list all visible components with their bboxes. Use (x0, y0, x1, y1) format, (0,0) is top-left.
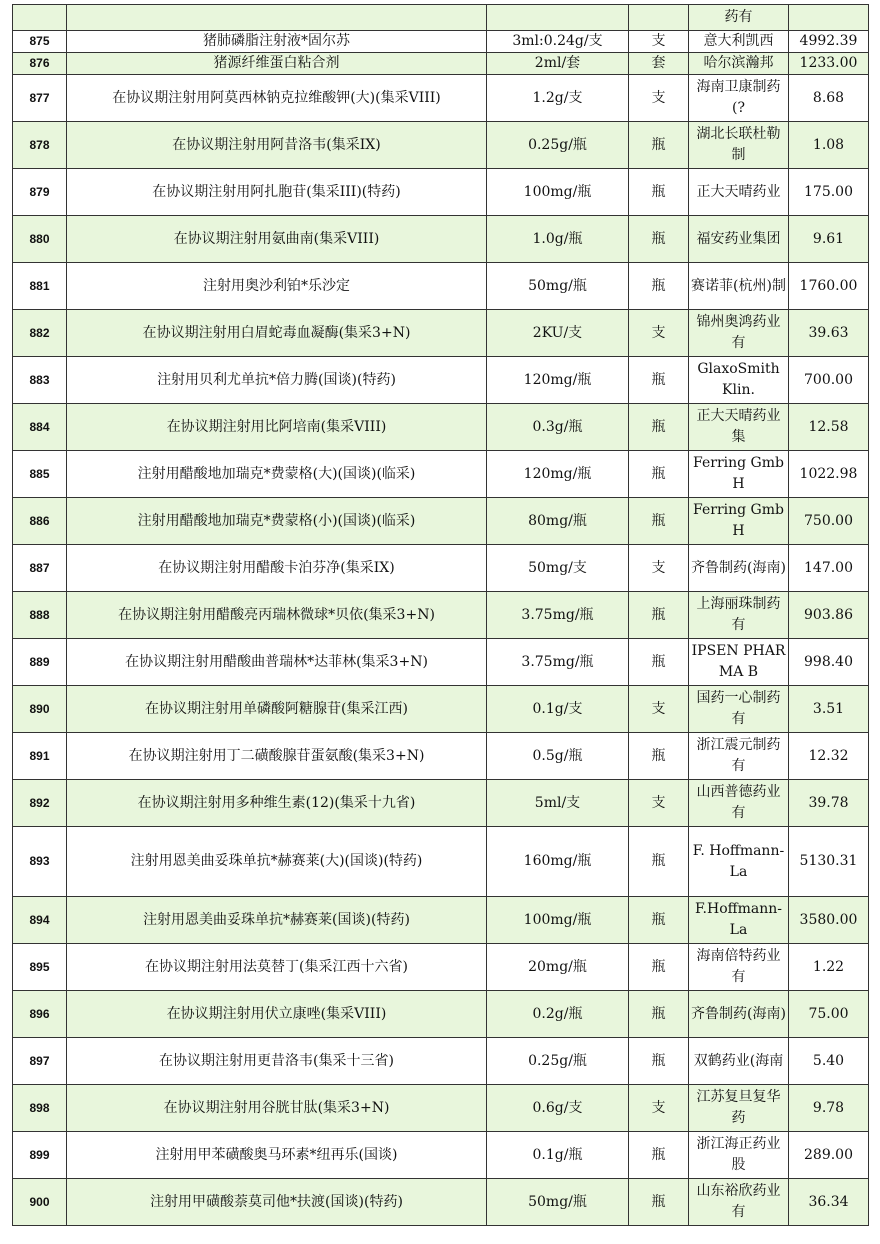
manufacturer-cell: 赛诺菲(杭州)制 (689, 263, 789, 310)
price-cell: 5.40 (789, 1038, 869, 1085)
spec-cell (487, 5, 629, 31)
spec-cell: 0.25g/瓶 (487, 1038, 629, 1085)
unit-cell: 瓶 (629, 1038, 689, 1085)
unit-cell: 瓶 (629, 897, 689, 944)
table-row (13, 310, 869, 357)
manufacturer-cell: F. Hoffmann-La (689, 827, 789, 897)
drug-name-cell: 猪源纤维蛋白粘合剂 (67, 53, 487, 75)
price-cell: 12.32 (789, 733, 869, 780)
row-number: 882 (13, 310, 67, 357)
manufacturer-cell: 齐鲁制药(海南) (689, 545, 789, 592)
unit-cell: 套 (629, 53, 689, 75)
price-cell: 3.51 (789, 686, 869, 733)
table-row (13, 31, 869, 53)
drug-name-cell: 在协议期注射用阿莫西林钠克拉维酸钾(大)(集采VIII) (67, 75, 487, 122)
unit-cell: 支 (629, 686, 689, 733)
row-number: 881 (13, 263, 67, 310)
drug-name-cell: 在协议期注射用白眉蛇毒血凝酶(集采3+N) (67, 310, 487, 357)
drug-name-cell: 在协议期注射用阿昔洛韦(集采IX) (67, 122, 487, 169)
table-row (13, 263, 869, 310)
price-cell: 8.68 (789, 75, 869, 122)
spec-cell: 0.1g/支 (487, 686, 629, 733)
row-number (13, 5, 67, 31)
spec-cell: 0.5g/瓶 (487, 733, 629, 780)
table-row (13, 639, 869, 686)
manufacturer-cell: 正大天晴药业 (689, 169, 789, 216)
spec-cell: 2ml/套 (487, 53, 629, 75)
price-cell: 1022.98 (789, 451, 869, 498)
drug-name-cell: 注射用醋酸地加瑞克*费蒙格(小)(国谈)(临采) (67, 498, 487, 545)
spec-cell: 120mg/瓶 (487, 451, 629, 498)
table-row (13, 991, 869, 1038)
price-cell: 998.40 (789, 639, 869, 686)
drug-name-cell: 注射用甲磺酸萘莫司他*扶渡(国谈)(特药) (67, 1179, 487, 1226)
unit-cell: 瓶 (629, 944, 689, 991)
table-row (13, 5, 869, 31)
unit-cell: 支 (629, 1085, 689, 1132)
row-number: 889 (13, 639, 67, 686)
row-number: 895 (13, 944, 67, 991)
drug-price-table (12, 4, 869, 1226)
spec-cell: 80mg/瓶 (487, 498, 629, 545)
manufacturer-cell: 锦州奥鸿药业有 (689, 310, 789, 357)
manufacturer-cell: 海南倍特药业有 (689, 944, 789, 991)
manufacturer-cell: 意大利凯西 (689, 31, 789, 53)
drug-name-cell: 在协议期注射用比阿培南(集采VIII) (67, 404, 487, 451)
price-cell: 1233.00 (789, 53, 869, 75)
unit-cell: 支 (629, 75, 689, 122)
table-row (13, 169, 869, 216)
spec-cell: 20mg/瓶 (487, 944, 629, 991)
table-row (13, 451, 869, 498)
unit-cell: 瓶 (629, 733, 689, 780)
price-cell: 5130.31 (789, 827, 869, 897)
table-row (13, 404, 869, 451)
table-row (13, 1085, 869, 1132)
table-row (13, 592, 869, 639)
spec-cell: 100mg/瓶 (487, 897, 629, 944)
manufacturer-cell: 山西普德药业有 (689, 780, 789, 827)
drug-name-cell: 在协议期注射用醋酸亮丙瑞林微球*贝依(集采3+N) (67, 592, 487, 639)
drug-name-cell: 注射用甲苯磺酸奥马环素*纽再乐(国谈) (67, 1132, 487, 1179)
table-row (13, 498, 869, 545)
unit-cell: 瓶 (629, 827, 689, 897)
spec-cell: 3.75mg/瓶 (487, 639, 629, 686)
row-number: 892 (13, 780, 67, 827)
table-row (13, 944, 869, 991)
table-row (13, 733, 869, 780)
unit-cell: 瓶 (629, 122, 689, 169)
drug-name-cell: 注射用恩美曲妥珠单抗*赫赛莱(大)(国谈)(特药) (67, 827, 487, 897)
row-number: 886 (13, 498, 67, 545)
row-number: 899 (13, 1132, 67, 1179)
spec-cell: 50mg/瓶 (487, 1179, 629, 1226)
row-number: 875 (13, 31, 67, 53)
spec-cell: 50mg/瓶 (487, 263, 629, 310)
price-cell: 3580.00 (789, 897, 869, 944)
price-cell: 39.63 (789, 310, 869, 357)
unit-cell: 支 (629, 545, 689, 592)
unit-cell: 瓶 (629, 451, 689, 498)
unit-cell: 瓶 (629, 592, 689, 639)
row-number: 898 (13, 1085, 67, 1132)
manufacturer-cell: 药有 (689, 5, 789, 31)
table-row (13, 827, 869, 897)
table-row (13, 1179, 869, 1226)
row-number: 893 (13, 827, 67, 897)
spec-cell: 160mg/瓶 (487, 827, 629, 897)
unit-cell: 瓶 (629, 404, 689, 451)
row-number: 887 (13, 545, 67, 592)
manufacturer-cell: 哈尔滨瀚邦 (689, 53, 789, 75)
spec-cell: 2KU/支 (487, 310, 629, 357)
row-number: 888 (13, 592, 67, 639)
unit-cell: 瓶 (629, 639, 689, 686)
spec-cell: 100mg/瓶 (487, 169, 629, 216)
price-cell: 36.34 (789, 1179, 869, 1226)
spec-cell: 3.75mg/瓶 (487, 592, 629, 639)
price-cell: 39.78 (789, 780, 869, 827)
price-cell: 4992.39 (789, 31, 869, 53)
unit-cell: 瓶 (629, 991, 689, 1038)
drug-name-cell (67, 5, 487, 31)
drug-name-cell: 在协议期注射用单磷酸阿糖腺苷(集采江西) (67, 686, 487, 733)
unit-cell (629, 5, 689, 31)
drug-name-cell: 在协议期注射用氨曲南(集采VIII) (67, 216, 487, 263)
drug-name-cell: 注射用醋酸地加瑞克*费蒙格(大)(国谈)(临采) (67, 451, 487, 498)
row-number: 900 (13, 1179, 67, 1226)
unit-cell: 瓶 (629, 498, 689, 545)
table-row (13, 686, 869, 733)
spec-cell: 0.6g/支 (487, 1085, 629, 1132)
manufacturer-cell: 浙江海正药业股 (689, 1132, 789, 1179)
table-row (13, 122, 869, 169)
row-number: 885 (13, 451, 67, 498)
price-cell (789, 5, 869, 31)
price-cell: 12.58 (789, 404, 869, 451)
spec-cell: 0.2g/瓶 (487, 991, 629, 1038)
manufacturer-cell: IPSEN PHARMA B (689, 639, 789, 686)
row-number: 883 (13, 357, 67, 404)
drug-name-cell: 注射用贝利尤单抗*倍力腾(国谈)(特药) (67, 357, 487, 404)
manufacturer-cell: GlaxoSmith Klin. (689, 357, 789, 404)
table-row (13, 545, 869, 592)
row-number: 894 (13, 897, 67, 944)
row-number: 877 (13, 75, 67, 122)
row-number: 890 (13, 686, 67, 733)
table-row (13, 357, 869, 404)
manufacturer-cell: 福安药业集团 (689, 216, 789, 263)
price-cell: 903.86 (789, 592, 869, 639)
manufacturer-cell: 上海丽珠制药有 (689, 592, 789, 639)
manufacturer-cell: 海南卫康制药(? (689, 75, 789, 122)
price-cell: 9.61 (789, 216, 869, 263)
price-cell: 1.22 (789, 944, 869, 991)
drug-name-cell: 在协议期注射用更昔洛韦(集采十三省) (67, 1038, 487, 1085)
price-cell: 1760.00 (789, 263, 869, 310)
table-row (13, 53, 869, 75)
row-number: 879 (13, 169, 67, 216)
row-number: 897 (13, 1038, 67, 1085)
row-number: 896 (13, 991, 67, 1038)
spec-cell: 1.2g/支 (487, 75, 629, 122)
table-row (13, 780, 869, 827)
table-body (13, 5, 869, 1226)
row-number: 880 (13, 216, 67, 263)
manufacturer-cell: 齐鲁制药(海南) (689, 991, 789, 1038)
spec-cell: 5ml/支 (487, 780, 629, 827)
price-cell: 750.00 (789, 498, 869, 545)
price-cell: 147.00 (789, 545, 869, 592)
unit-cell: 瓶 (629, 1132, 689, 1179)
drug-name-cell: 猪肺磷脂注射液*固尔苏 (67, 31, 487, 53)
table-row (13, 216, 869, 263)
manufacturer-cell: 正大天晴药业集 (689, 404, 789, 451)
price-cell: 75.00 (789, 991, 869, 1038)
table-row (13, 75, 869, 122)
drug-name-cell: 在协议期注射用醋酸曲普瑞林*达菲林(集采3+N) (67, 639, 487, 686)
manufacturer-cell: 山东裕欣药业有 (689, 1179, 789, 1226)
drug-name-cell: 在协议期注射用多种维生素(12)(集采十九省) (67, 780, 487, 827)
spec-cell: 3ml:0.24g/支 (487, 31, 629, 53)
unit-cell: 瓶 (629, 169, 689, 216)
manufacturer-cell: Ferring GmbH (689, 451, 789, 498)
unit-cell: 支 (629, 31, 689, 53)
row-number: 876 (13, 53, 67, 75)
drug-name-cell: 在协议期注射用谷胱甘肽(集采3+N) (67, 1085, 487, 1132)
price-cell: 9.78 (789, 1085, 869, 1132)
spec-cell: 0.25g/瓶 (487, 122, 629, 169)
spec-cell: 50mg/支 (487, 545, 629, 592)
drug-name-cell: 注射用恩美曲妥珠单抗*赫赛莱(国谈)(特药) (67, 897, 487, 944)
price-cell: 1.08 (789, 122, 869, 169)
table-row (13, 1038, 869, 1085)
drug-name-cell: 在协议期注射用阿扎胞苷(集采III)(特药) (67, 169, 487, 216)
drug-name-cell: 在协议期注射用丁二磺酸腺苷蛋氨酸(集采3+N) (67, 733, 487, 780)
drug-name-cell: 在协议期注射用醋酸卡泊芬净(集采IX) (67, 545, 487, 592)
row-number: 878 (13, 122, 67, 169)
manufacturer-cell: 湖北长联杜勒制 (689, 122, 789, 169)
price-cell: 289.00 (789, 1132, 869, 1179)
manufacturer-cell: F.Hoffmann-La (689, 897, 789, 944)
manufacturer-cell: 浙江震元制药有 (689, 733, 789, 780)
drug-name-cell: 注射用奥沙利铂*乐沙定 (67, 263, 487, 310)
unit-cell: 瓶 (629, 357, 689, 404)
unit-cell: 瓶 (629, 1179, 689, 1226)
manufacturer-cell: 江苏复旦复华药 (689, 1085, 789, 1132)
spec-cell: 120mg/瓶 (487, 357, 629, 404)
unit-cell: 瓶 (629, 263, 689, 310)
table-row (13, 897, 869, 944)
price-cell: 700.00 (789, 357, 869, 404)
manufacturer-cell: 国药一心制药有 (689, 686, 789, 733)
spec-cell: 0.3g/瓶 (487, 404, 629, 451)
spec-cell: 0.1g/瓶 (487, 1132, 629, 1179)
table-row (13, 1132, 869, 1179)
row-number: 884 (13, 404, 67, 451)
unit-cell: 支 (629, 310, 689, 357)
unit-cell: 支 (629, 780, 689, 827)
drug-name-cell: 在协议期注射用伏立康唑(集采VIII) (67, 991, 487, 1038)
unit-cell: 瓶 (629, 216, 689, 263)
manufacturer-cell: Ferring GmbH (689, 498, 789, 545)
drug-name-cell: 在协议期注射用法莫替丁(集采江西十六省) (67, 944, 487, 991)
spec-cell: 1.0g/瓶 (487, 216, 629, 263)
row-number: 891 (13, 733, 67, 780)
manufacturer-cell: 双鹤药业(海南 (689, 1038, 789, 1085)
price-cell: 175.00 (789, 169, 869, 216)
